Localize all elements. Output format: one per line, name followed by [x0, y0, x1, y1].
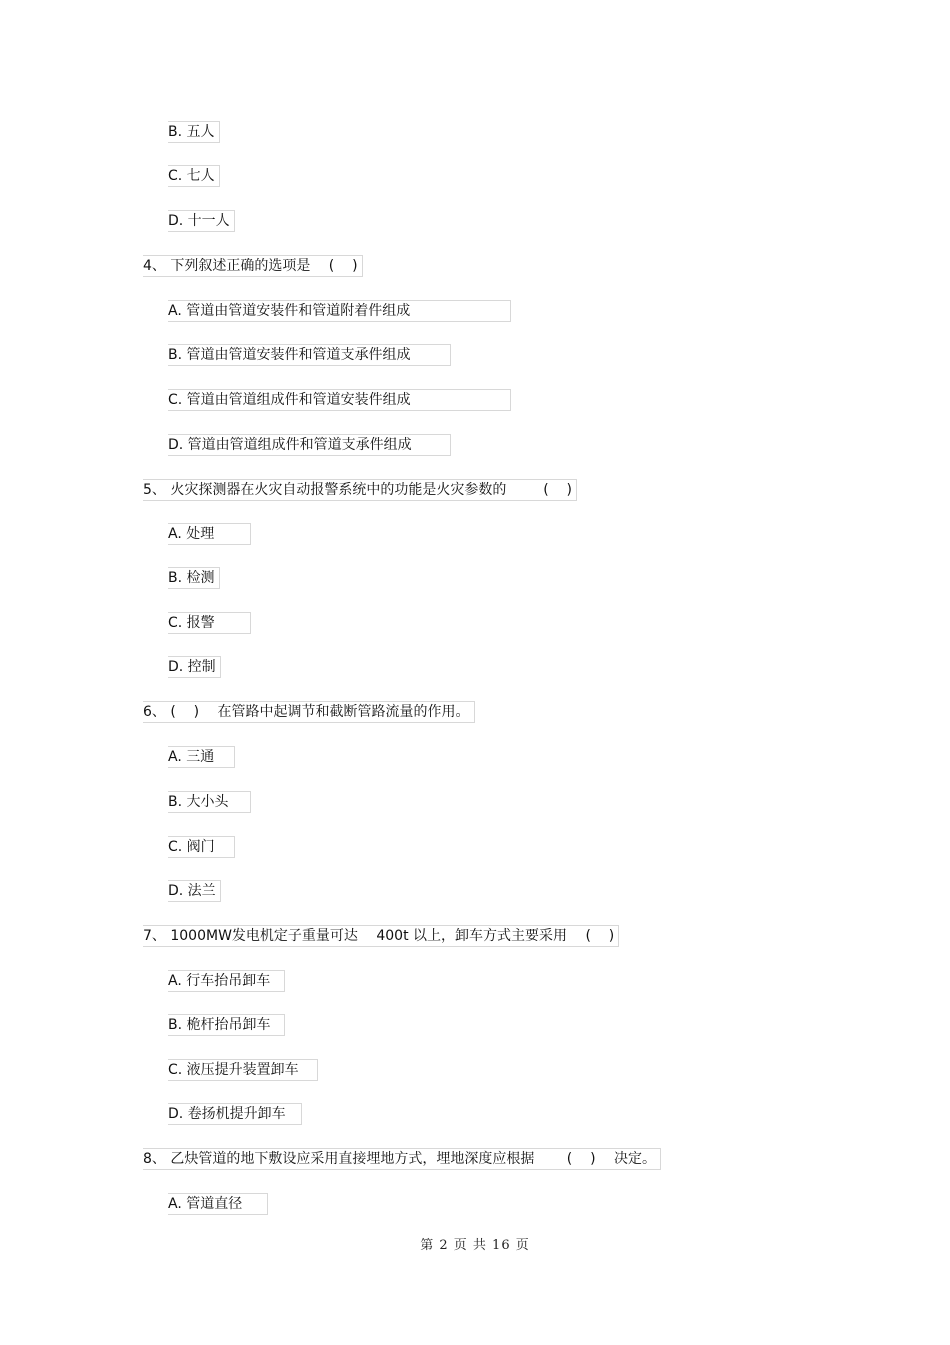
- question-7: 7、 1000MW发电机定子重量可达 400t 以上，卸车方式主要采用 ( ): [143, 925, 619, 947]
- option-6c: C. 阀门: [168, 836, 235, 858]
- option-6b: B. 大小头: [168, 791, 251, 813]
- option-5a: A. 处理: [168, 523, 251, 545]
- option-3d: D. 十一人: [168, 210, 235, 232]
- option-7d: D. 卷扬机提升卸车: [168, 1103, 302, 1125]
- option-4a: A. 管道由管道安装件和管道附着件组成: [168, 300, 511, 322]
- option-7a: A. 行车抬吊卸车: [168, 970, 285, 992]
- option-8a: A. 管道直径: [168, 1193, 268, 1215]
- question-5: 5、 火灾探测器在火灾自动报警系统中的功能是火灾参数的 ( ): [143, 479, 577, 501]
- option-4d: D. 管道由管道组成件和管道支承件组成: [168, 434, 451, 456]
- question-4: 4、 下列叙述正确的选项是 ( ): [143, 255, 363, 277]
- option-6d: D. 法兰: [168, 880, 221, 902]
- option-5c: C. 报警: [168, 612, 251, 634]
- option-7c: C. 液压提升装置卸车: [168, 1059, 318, 1081]
- question-8: 8、 乙炔管道的地下敷设应采用直接埋地方式，埋地深度应根据 ( ) 决定。: [143, 1148, 661, 1170]
- option-5b: B. 检测: [168, 567, 220, 589]
- option-3c: C. 七人: [168, 165, 220, 187]
- option-3b: B. 五人: [168, 121, 220, 143]
- option-4b: B. 管道由管道安装件和管道支承件组成: [168, 344, 451, 366]
- option-4c: C. 管道由管道组成件和管道安装件组成: [168, 389, 511, 411]
- question-6: 6、 ( ) 在管路中起调节和截断管路流量的作用。: [143, 701, 475, 723]
- page-footer: 第 2 页 共 16 页: [420, 1238, 530, 1253]
- option-5d: D. 控制: [168, 656, 221, 678]
- option-7b: B. 桅杆抬吊卸车: [168, 1014, 285, 1036]
- option-6a: A. 三通: [168, 746, 235, 768]
